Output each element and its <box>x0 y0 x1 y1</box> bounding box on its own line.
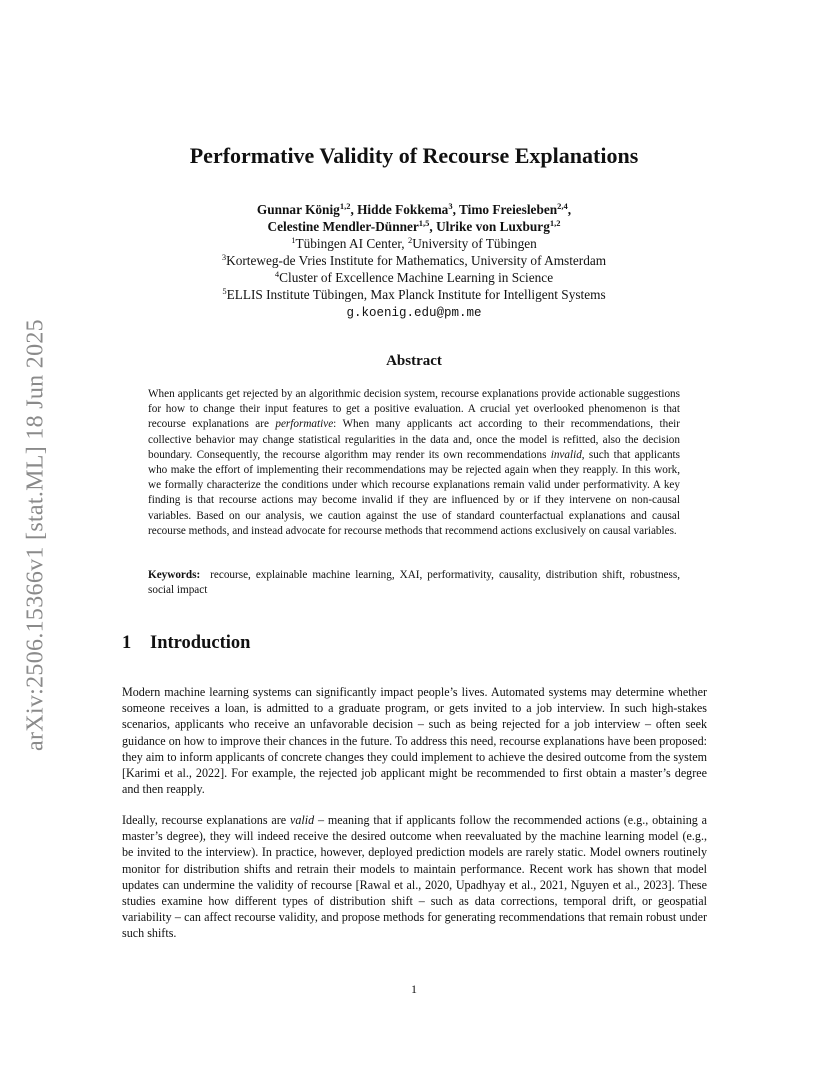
body-paragraph: Modern machine learning systems can significantly impact people’s lives. Automated systems may determine whether someone receives a loan, is admitted to a graduate program, or gets invited to a job interview. In such high-stakes scenarios, applicants who receive an unfavorable decision – such as being rejected for a job interview – often seek guidance on how to improve their chances in the future. To address this need, recourse explanations have been proposed: they aim to inform applicants of concrete changes they could implement to achieve the desired outcome from the system [Karimi et al., 2022]. For example, the rejected job applicant might be recommended to first obtain a master’s degree and then reapply. <box>122 685 707 797</box>
author-affil-sup: 1,2 <box>549 218 561 228</box>
affiliation-line-2 <box>0 252 828 269</box>
abstract-emphasis: performative <box>275 418 334 431</box>
keywords-label: Keywords: <box>148 569 201 581</box>
paper-title: Performative Validity of Recourse Explanations <box>189 143 639 168</box>
affil-sup: 1 <box>291 235 296 245</box>
author-separator: , <box>429 219 437 234</box>
arxiv-identifier-text: arXiv:2506.15366v1 [stat.ML] 18 Jun 2025 <box>22 319 49 751</box>
author-name: Ulrike von Luxburg <box>436 219 550 234</box>
body-paragraph <box>122 812 707 942</box>
author-name: Hidde Fokkema <box>357 202 449 217</box>
affiliation-line-4 <box>0 286 828 303</box>
author-block <box>0 201 828 322</box>
abstract-text: When applicants get rejected by an algorithmic decision system, recourse explanations provide actionable suggestions for how to change their input features to get a positive evaluation. A crucial yet overlooked phenomenon is that recourse explanations are <box>148 388 680 431</box>
affil-sup: 5 <box>222 286 227 296</box>
paragraph-emphasis: valid <box>289 813 315 827</box>
paragraph-text: – meaning that if applicants follow the recommended actions (e.g., obtaining a master’s degree), they will indeed receive the desired outcome when reevaluated by the machine learning model (e.g., be invited to the interview). In practice, however, deployed prediction models are rarely static. Model owners routinely monitor for distribution shifts and retrain their models to maintain performance. Recent work has shown that model updates can undermine the validity of recourse [Rawal et al., 2020, Upadhyay et al., 2021, Nguyen et al., 2023]. These studies examine how different types of distribution shift – such as data corrections, temporal drift, or geospatial variability – can affect recourse validity, and propose methods for generating recommendations that remain robust under such shifts. <box>122 813 707 941</box>
affiliation-text: Tübingen AI Center, <box>295 236 408 251</box>
keywords <box>148 568 680 598</box>
author-affil-sup: 3 <box>448 201 453 211</box>
keywords-text: recourse, explainable machine learning, XAI, performativity, causality, distribution shift, robustness, social impact <box>148 569 681 597</box>
affiliation-text: Cluster of Excellence Machine Learning in Science <box>279 270 554 285</box>
contact-email[interactable]: g.koenig.edu@pm.me <box>346 306 482 320</box>
affil-sup: 4 <box>274 269 280 279</box>
section-heading <box>122 633 250 654</box>
affil-sup: 3 <box>221 252 227 262</box>
section-title: Introduction <box>150 633 251 653</box>
affiliation-line-1 <box>0 235 828 252</box>
abstract-text: : When many applicants act according to their recommendations, their collective behavior may change statistical regularities in the data and, once the model is refitted, also the decision boundary. Consequently, the recourse algorithm may render its own recommendations <box>148 418 680 461</box>
author-separator: , <box>452 202 460 217</box>
author-name: Celestine Mendler-Dünner <box>267 219 419 234</box>
affiliation-text: University of Tübingen <box>412 236 537 251</box>
author-separator: , <box>567 202 572 217</box>
section-number: 1 <box>122 633 132 653</box>
author-affil-sup: 2,4 <box>557 201 568 211</box>
author-name: Timo Freiesleben <box>459 202 558 217</box>
paragraph-text: Ideally, recourse explanations are <box>122 813 290 827</box>
abstract-emphasis: invalid <box>550 448 582 461</box>
affiliation-line-3 <box>0 269 828 286</box>
author-affil-sup: 1,5 <box>418 218 430 228</box>
author-name: Gunnar König <box>256 202 340 217</box>
author-line-1 <box>0 201 828 218</box>
page-number: 1 <box>411 982 417 996</box>
abstract-body <box>148 387 680 539</box>
abstract-text: , such that applicants who make the effort of implementing their recommendations may be rejected again when they reapply. In this work, we formally characterize the conditions under which recourse explanations remain valid under performativity. A key finding is that recourse actions may become invalid if they are influenced by or if they intervene on non-causal variables. Based on our analysis, we caution against the use of standard counterfactual explanations and causal recourse methods, and instead advocate for recourse methods that recommend actions exclusively on causal variables. <box>148 448 680 537</box>
abstract-heading: Abstract <box>386 353 442 369</box>
author-line-2 <box>0 218 828 235</box>
author-separator: , <box>350 202 358 217</box>
author-affil-sup: 1,2 <box>339 201 351 211</box>
affiliation-text: ELLIS Institute Tübingen, Max Planck Institute for Intelligent Systems <box>226 287 606 302</box>
affiliation-text: Korteweg-de Vries Institute for Mathematics, University of Amsterdam <box>226 253 607 268</box>
affil-sup: 2 <box>407 235 413 245</box>
